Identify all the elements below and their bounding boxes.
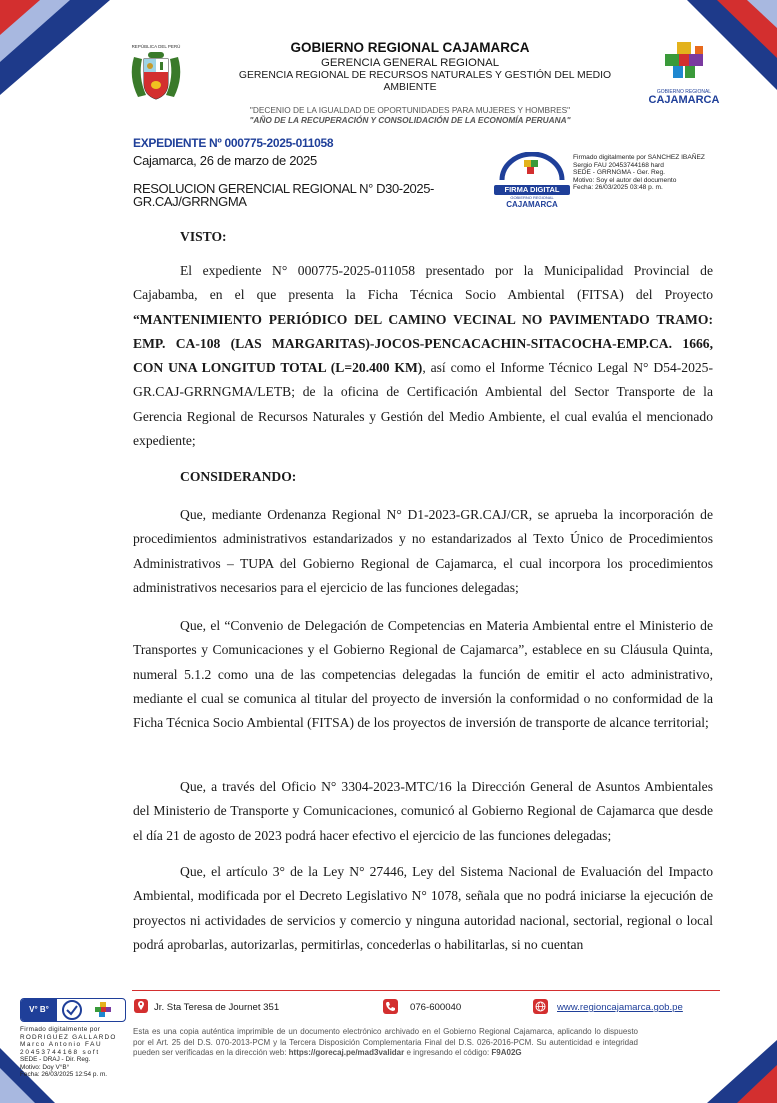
signature-badge-title: FIRMA DIGITAL — [494, 185, 570, 195]
signature-line: Sergio FAU 20453744168 hard — [573, 161, 664, 169]
document-date: Cajamarca, 26 de marzo de 2025 — [133, 153, 317, 168]
vb-line: Firmado digitalmente por — [20, 1026, 101, 1033]
paragraph-visto-text-a: El expediente N° 000775-2025-011058 presentado por la Municipalidad Provincial de Cajabamba, en el que presenta la Ficha Técnica Socio Ambiental (FITSA) del Proyecto — [133, 263, 713, 303]
check-icon — [61, 1000, 83, 1020]
globe-icon — [533, 999, 548, 1014]
signature-line: SEDE - GRRNGMA - Ger. Reg. — [573, 169, 665, 176]
footer-address: Jr. Sta Teresa de Journet 351 — [154, 1002, 280, 1013]
vb-line: Motivo: Doy V°B° — [20, 1063, 70, 1071]
logo-name-text: CAJAMARCA — [648, 94, 720, 106]
vb-stamp — [20, 998, 126, 1022]
signature-badge-small: GOBIERNO REGIONAL — [510, 195, 554, 200]
coat-of-arms-icon — [126, 49, 186, 105]
vb-line: SEDE - DRAJ - Dir. Reg. — [20, 1056, 91, 1063]
bottom-right-corner-decoration — [707, 1040, 777, 1103]
validation-code: F9A02G — [491, 1048, 522, 1058]
disclaimer-text-a: Esta es una copia auténtica imprimible de un documento electrónico archivado en el Gobierno Regional Cajamarca, aplicando lo dispuesto por el Art. 25 del D.S. 070-2013-PCM y la Tercera Disposición Complementaria Final del D.S. 026-2016-PCM. Su autenticidad e integridad pueden ser verificadas en la dirección web: — [133, 1027, 638, 1058]
logo-small-text: GOBIERNO REGIONAL — [656, 89, 712, 95]
vb-label: V° B° — [21, 999, 57, 1021]
paragraph-considerando-3: Que, a través del Oficio N° 3304-2023-MTC/16 la Dirección General de Asuntos Ambientales del Ministerio de Transporte y Comunicaciones, comunicó al Gobierno Regional de Cajamarca que desde el día 21 de agosto de 2023 podrá hacer efectivo el ejercicio de las funciones delegadas; — [133, 779, 713, 843]
header-sub3: AMBIENTE — [383, 82, 437, 93]
paragraph-visto-text-c: , así como el Informe Técnico Legal N° D54-2025-GR.CAJ-GRRNGMA/LETB; de la oficina de Certificación Ambiental del Sector Transporte de la Gerencia Regional de Recursos Naturales y Gestión del Medio Ambiente, el cual evalúa el mencionado expediente; — [133, 360, 713, 449]
vb-line: Fecha: 26/03/2025 12:54 p. m. — [20, 1071, 108, 1078]
expediente-number: EXPEDIENTE Nº 000775-2025-011058 — [133, 136, 334, 150]
signature-line: Motivo: Soy el autor del documento — [573, 176, 677, 184]
vb-line: 20453744168 soft — [20, 1048, 100, 1056]
considerando-heading: CONSIDERANDO: — [180, 469, 297, 484]
paragraph-considerando-1: Que, mediante Ordenanza Regional N° D1-2023-GR.CAJ/CR, se aprueba la incorporación de procedimientos administrativos estandarizados y no estandarizados al Texto Único de Procedimientos Administrativos – TUPA del Gobierno Regional de Cajamarca, el cual incorpora los procedimientos administrativos necesarios para el ejercicio de las funciones delegadas; — [133, 507, 713, 595]
regional-logo-icon — [659, 42, 709, 82]
header-sub1: GERENCIA GENERAL REGIONAL — [320, 57, 500, 69]
paragraph-visto — [133, 259, 713, 453]
project-name: “MANTENIMIENTO PERIÓDICO DEL CAMINO VECINAL NO PAVIMENTADO TRAMO: EMP. CA-108 (LAS MARGARITAS)-JOCOS-PENCACACHIN-SITACOCHA-EMP.CA. 1666, CON UNA LONGITUD TOTAL (L=20.400 KM) — [133, 311, 713, 376]
vb-line: RODRIGUEZ GALLARDO — [20, 1033, 117, 1041]
footer-divider — [132, 990, 720, 991]
signature-badge-name: CAJAMARCA — [506, 200, 558, 209]
footer-website[interactable]: www.regioncajamarca.gob.pe — [557, 1002, 683, 1013]
signature-badge-icon — [494, 152, 570, 180]
signature-line: Firmado digitalmente por SANCHEZ IBAÑEZ — [573, 154, 705, 161]
disclaimer-text-b: e ingresando el código: — [404, 1048, 492, 1058]
vb-details — [20, 1026, 126, 1079]
resolution-title-line1: RESOLUCION GERENCIAL REGIONAL N° D30-2025- — [133, 181, 434, 196]
header-sub2: GERENCIA REGIONAL DE RECURSOS NATURALES Y GESTIÓN DEL MEDIO — [238, 70, 612, 81]
validation-url[interactable]: https://gorecaj.pe/mad3validar — [288, 1048, 405, 1058]
footer-phone: 076-600040 — [410, 1002, 462, 1013]
paragraph-considerando-4: Que, el artículo 3° de la Ley N° 27446, Ley del Sistema Nacional de Evaluación del Impacto Ambiental, modificada por el Decreto Legislativo N° 1078, señala que no podrá iniciarse la ejecución de proyectos ni actividades de servicios y comercio y ninguna autoridad nacional, sectorial, regional o local podrá aprobarlas, autorizarlas, permitirlas, concederlas o habilitarlas, si no cuentan — [133, 864, 713, 952]
regional-logo — [644, 42, 724, 106]
vb-line: Marco Antonio FAU — [20, 1041, 103, 1048]
visto-heading: VISTO: — [180, 229, 227, 244]
phone-icon — [383, 999, 398, 1014]
top-left-corner-decoration — [0, 0, 110, 100]
seal-caption: REPÚBLICA DEL PERÚ — [131, 44, 181, 49]
location-icon — [134, 999, 148, 1013]
digital-signature-badge — [494, 152, 570, 209]
peru-coat-of-arms — [126, 44, 186, 106]
org-name: GOBIERNO REGIONAL CAJAMARCA — [290, 40, 530, 55]
motto-2: "AÑO DE LA RECUPERACIÓN Y CONSOLIDACIÓN DE LA ECONOMÍA PERUANA" — [249, 115, 571, 125]
page-number: Pág. 1 / 5 — [662, 1048, 695, 1057]
signature-line: Fecha: 26/03/2025 03:48 p. m. — [573, 184, 663, 191]
footer-disclaimer — [133, 1027, 638, 1059]
vb-logo-icon — [93, 1002, 113, 1018]
signature-details — [573, 154, 705, 192]
resolution-title-line2: GR.CAJ/GRRNGMA — [133, 194, 247, 209]
paragraph-considerando-2: Que, el “Convenio de Delegación de Competencias en Materia Ambiental entre el Ministerio de Transportes y Comunicaciones y el Gobierno Regional de Cajamarca”, establece en su Cláusula Quinta, numeral 5.1.2 como una de las competencias delegadas la función de emitir el acto administrativo, mediante el cual se comunica al titular del proyecto de inversión la conformidad o no conformidad de la Ficha Técnica Socio Ambiental (FITSA) de los proyectos de inversión de transporte de alcance territorial; — [133, 618, 713, 731]
motto-1: "DECENIO DE LA IGUALDAD DE OPORTUNIDADES PARA MUJERES Y HOMBRES" — [249, 105, 571, 115]
